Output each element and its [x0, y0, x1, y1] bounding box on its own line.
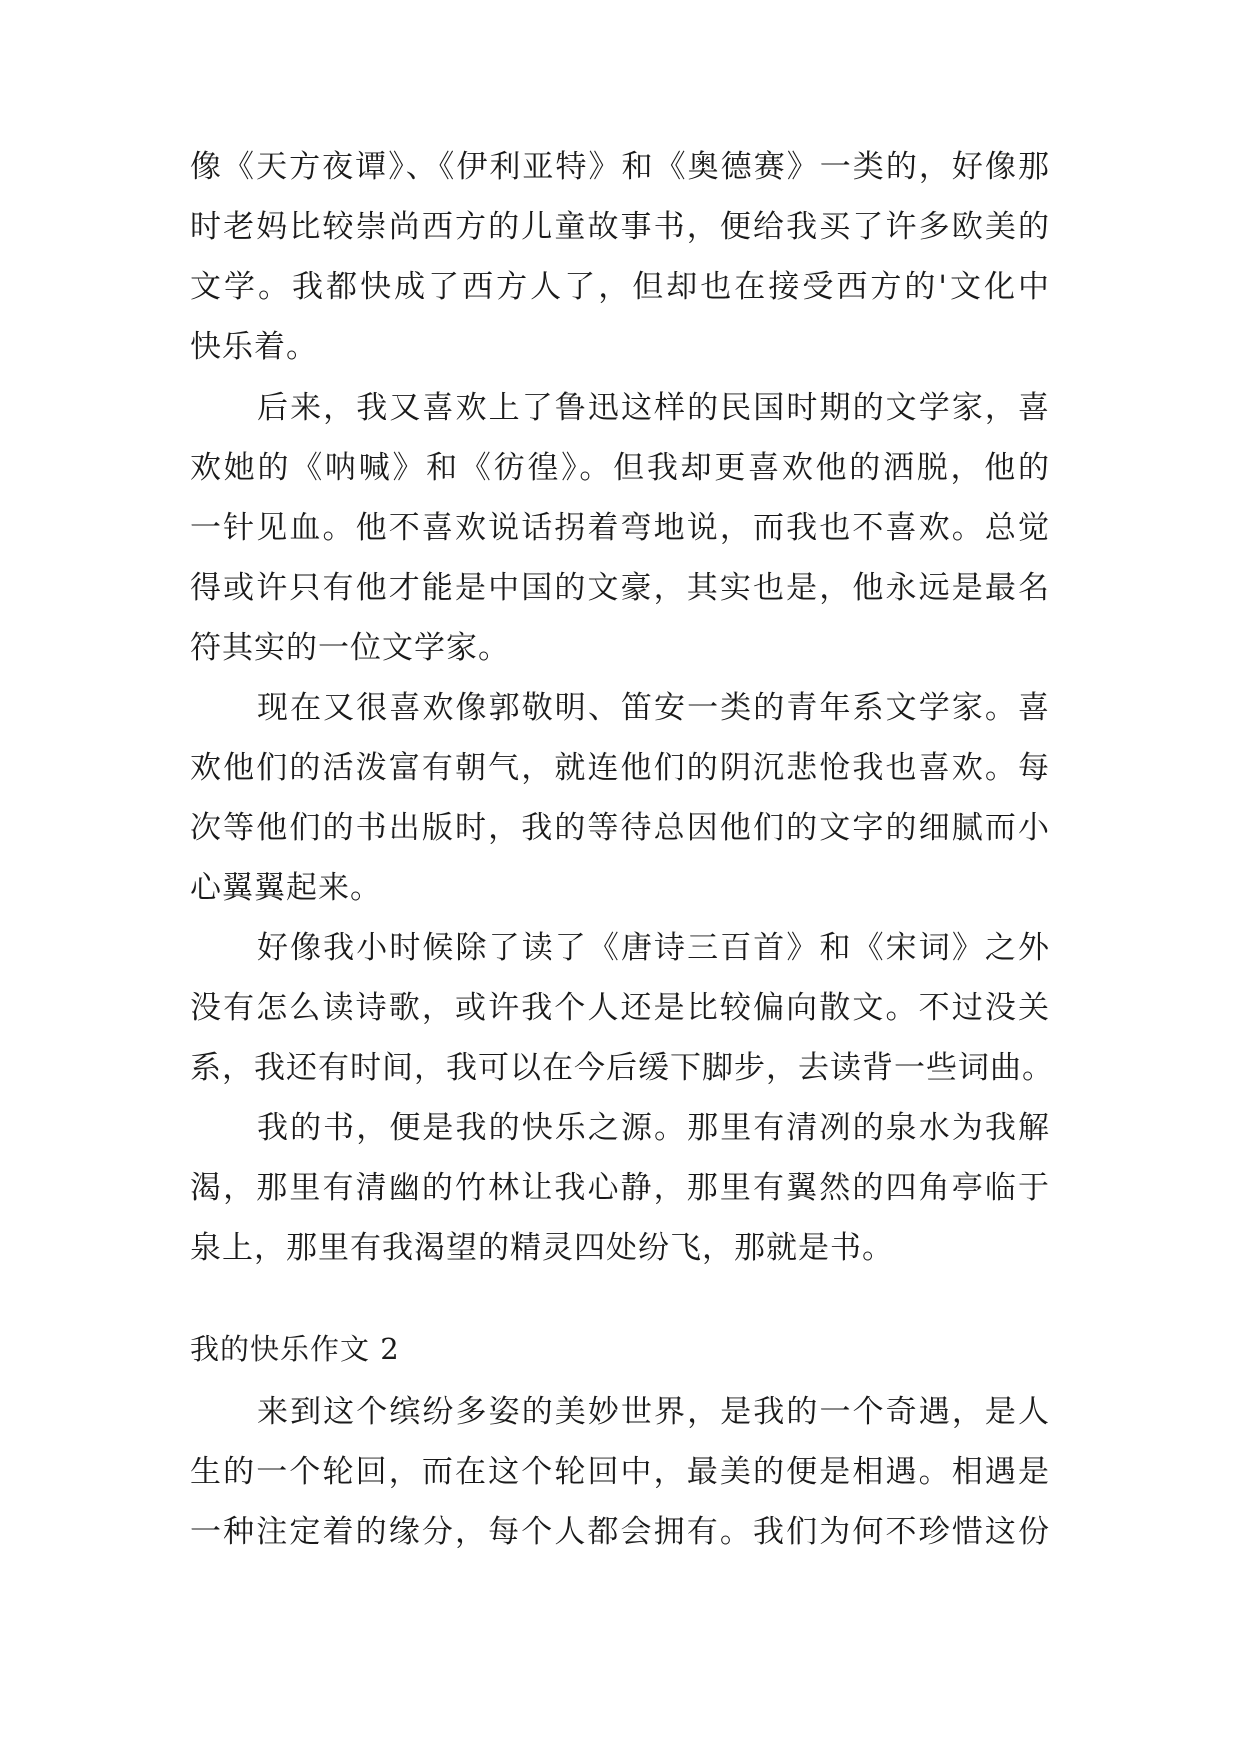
- text-line: 文学。我都快成了西方人了，但却也在接受西方的'文化中: [190, 269, 1050, 305]
- text-line: 系，我还有时间，我可以在今后缓下脚步，去读背一些词曲。: [190, 1050, 1054, 1086]
- text-line: 心翼翼起来。: [190, 870, 382, 906]
- text-line: 一针见血。他不喜欢说话拐着弯地说，而我也不喜欢。总觉: [190, 510, 1050, 546]
- section-heading: 我的快乐作文 2: [190, 1332, 400, 1366]
- text-line: 欢他们的活泼富有朝气，就连他们的阴沉悲怆我也喜欢。每: [190, 750, 1050, 786]
- paragraph-first-line: 来到这个缤纷多姿的美妙世界，是我的一个奇遇，是人: [257, 1394, 1050, 1430]
- text-line: 生的一个轮回，而在这个轮回中，最美的便是相遇。相遇是: [190, 1454, 1050, 1490]
- text-line: 次等他们的书出版时，我的等待总因他们的文字的细腻而小: [190, 810, 1050, 846]
- text-line: 泉上，那里有我渴望的精灵四处纷飞，那就是书。: [190, 1230, 894, 1266]
- text-line: 欢她的《呐喊》和《彷徨》。但我却更喜欢他的洒脱，他的: [190, 450, 1050, 486]
- paragraph-first-line: 我的书，便是我的快乐之源。那里有清冽的泉水为我解: [257, 1110, 1050, 1146]
- text-line: 一种注定着的缘分，每个人都会拥有。我们为何不珍惜这份: [190, 1514, 1050, 1550]
- paragraph-first-line: 后来，我又喜欢上了鲁迅这样的民国时期的文学家，喜: [257, 390, 1050, 426]
- text-line: 快乐着。: [190, 329, 318, 365]
- text-line: 没有怎么读诗歌，或许我个人还是比较偏向散文。不过没关: [190, 990, 1050, 1026]
- paragraph-first-line: 现在又很喜欢像郭敬明、笛安一类的青年系文学家。喜: [257, 690, 1050, 726]
- text-line: 得或许只有他才能是中国的文豪，其实也是，他永远是最名: [190, 570, 1050, 606]
- text-line: 符其实的一位文学家。: [190, 630, 510, 666]
- text-line: 像《天方夜谭》、《伊利亚特》和《奥德赛》一类的，好像那: [190, 149, 1050, 185]
- text-line: 时老妈比较崇尚西方的儿童故事书，便给我买了许多欧美的: [190, 209, 1050, 245]
- paragraph-first-line: 好像我小时候除了读了《唐诗三百首》和《宋词》之外: [257, 930, 1050, 966]
- text-line: 渴，那里有清幽的竹林让我心静，那里有翼然的四角亭临于: [190, 1170, 1050, 1206]
